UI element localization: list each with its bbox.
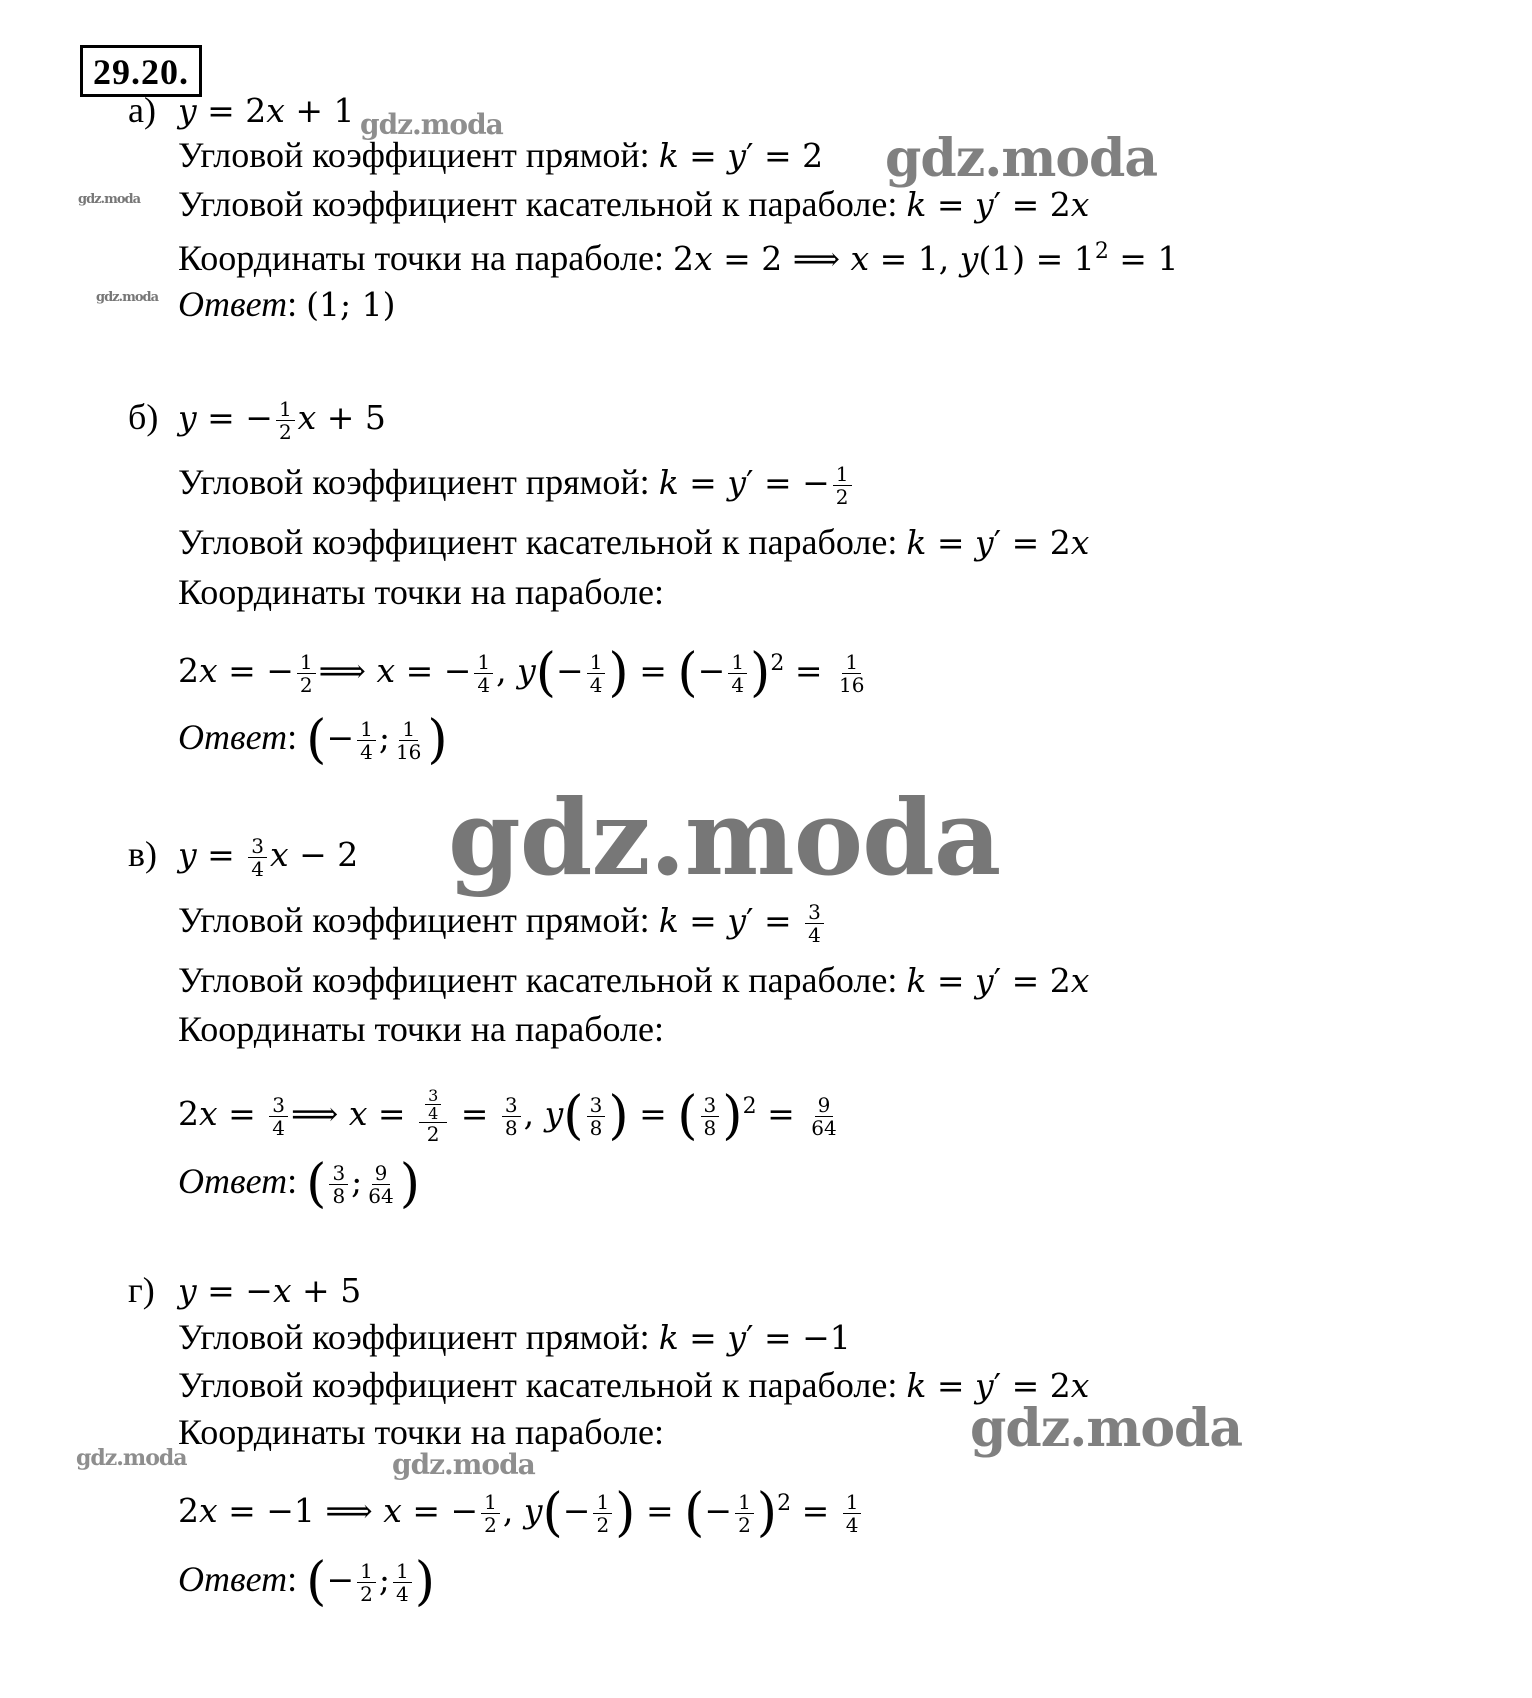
watermark: gdz.moda xyxy=(360,108,503,141)
problem-number: 29.20. xyxy=(80,45,202,97)
slope-tangent-v: Угловой коэффициент касательной к параболе: k = y′ = 2x xyxy=(178,960,1090,1000)
answer-a: Ответ: (1; 1) xyxy=(178,284,396,324)
slope-line-label: Угловой коэффициент прямой: xyxy=(178,135,650,175)
coords-calc-g: 2x = −1 ⟹ x = − $\frac{1}{2}$ , y(− $\frac{1}{2}$ ) = (− $\frac{1}{2}$ )$^2$ = $\frac{1}{4}$ xyxy=(178,1482,864,1539)
part-label-v: в) xyxy=(128,834,157,874)
answer-label: Ответ xyxy=(178,1161,288,1201)
part-label-g: г) xyxy=(128,1270,155,1310)
watermark: gdz.moda xyxy=(76,1445,187,1471)
slope-line-label: Угловой коэффициент прямой: xyxy=(178,462,650,502)
coords-a: Координаты точки на параболе: 2x = 2 ⟹ x = 1, $y(1) = 1^2 = 1$ xyxy=(178,238,1179,278)
slope-line-b: Угловой коэффициент прямой: k = y′ = − $\frac{1}{2}$ xyxy=(178,460,855,508)
answer-label: Ответ xyxy=(178,284,288,324)
watermark: gdz.moda xyxy=(885,128,1158,189)
equation-a: y = 2x + 1 xyxy=(178,91,355,130)
part-label-a: а) xyxy=(128,90,156,130)
equation-v: y = $\frac{3}{4}$ x − 2 xyxy=(178,833,359,881)
slope-tangent-label: Угловой коэффициент касательной к параболе: xyxy=(178,1365,898,1405)
answer-g: Ответ: (− $\frac{1}{2}$ ; $\frac{1}{4}$ ) xyxy=(178,1552,435,1612)
slope-line-g: Угловой коэффициент прямой: k = y′ = −1 xyxy=(178,1317,851,1357)
slope-line-v: Угловой коэффициент прямой: k = y′ = $\frac{3}{4}$ xyxy=(178,898,827,946)
slope-line-a: Угловой коэффициент прямой: k = y′ = 2 xyxy=(178,135,824,175)
coords-calc-b: 2x = − $\frac{1}{2}$ ⟹ x = − $\frac{1}{4}$ , y(− $\frac{1}{4}$ ) = (− $\frac{1}{4}$ )$^2$ = $\frac{1}{16}$ xyxy=(178,643,865,703)
watermark: gdz.moda xyxy=(448,776,1001,899)
answer-label: Ответ xyxy=(178,717,288,757)
slope-tangent-label: Угловой коэффициент касательной к параболе: xyxy=(178,184,898,224)
coords-label: Координаты точки на параболе: xyxy=(178,238,664,278)
watermark: gdz.moda xyxy=(970,1398,1243,1459)
coords-label: Координаты точки на параболе: xyxy=(178,572,664,612)
slope-tangent-label: Угловой коэффициент касательной к параболе: xyxy=(178,522,898,562)
answer-b: Ответ: (− $\frac{1}{4}$ ; $\frac{1}{16}$ ) xyxy=(178,710,448,770)
coords-label: Координаты точки на параболе: xyxy=(178,1412,664,1452)
coords-calc-v: 2x = $\frac{3}{4}$ ⟹ x = $\frac{\frac{3}{4}}{2}$ = $\frac{3}{8}$ , y( $\frac{3}{8}$ ) = ( $\frac{3}{8}$ )$^2$ = $\frac{9}{64}$ xyxy=(178,1086,837,1146)
watermark: gdz.moda xyxy=(96,290,159,305)
watermark: gdz.moda xyxy=(78,192,141,207)
equation-b: y = − $\frac{1}{2}$ x + 5 xyxy=(178,396,386,444)
equation-g: y = −x + 5 xyxy=(178,1271,362,1310)
slope-tangent-g: Угловой коэффициент касательной к параболе: k = y′ = 2x xyxy=(178,1365,1090,1405)
slope-line-label: Угловой коэффициент прямой: xyxy=(178,900,650,940)
slope-line-label: Угловой коэффициент прямой: xyxy=(178,1317,650,1357)
watermark: gdz.moda xyxy=(392,1448,535,1481)
coords-label: Координаты точки на параболе: xyxy=(178,1009,664,1049)
answer-v: Ответ: ( $\frac{3}{8}$ ; $\frac{9}{64}$ ) xyxy=(178,1154,421,1214)
slope-tangent-b: Угловой коэффициент касательной к параболе: k = y′ = 2x xyxy=(178,522,1090,562)
coords-label-v xyxy=(178,1007,664,1051)
slope-tangent-a: Угловой коэффициент касательной к параболе: k = y′ = 2x xyxy=(178,184,1090,224)
answer-label: Ответ xyxy=(178,1559,288,1599)
slope-tangent-label: Угловой коэффициент касательной к параболе: xyxy=(178,960,898,1000)
part-label-b: б) xyxy=(128,397,159,437)
coords-label-b xyxy=(178,570,664,614)
